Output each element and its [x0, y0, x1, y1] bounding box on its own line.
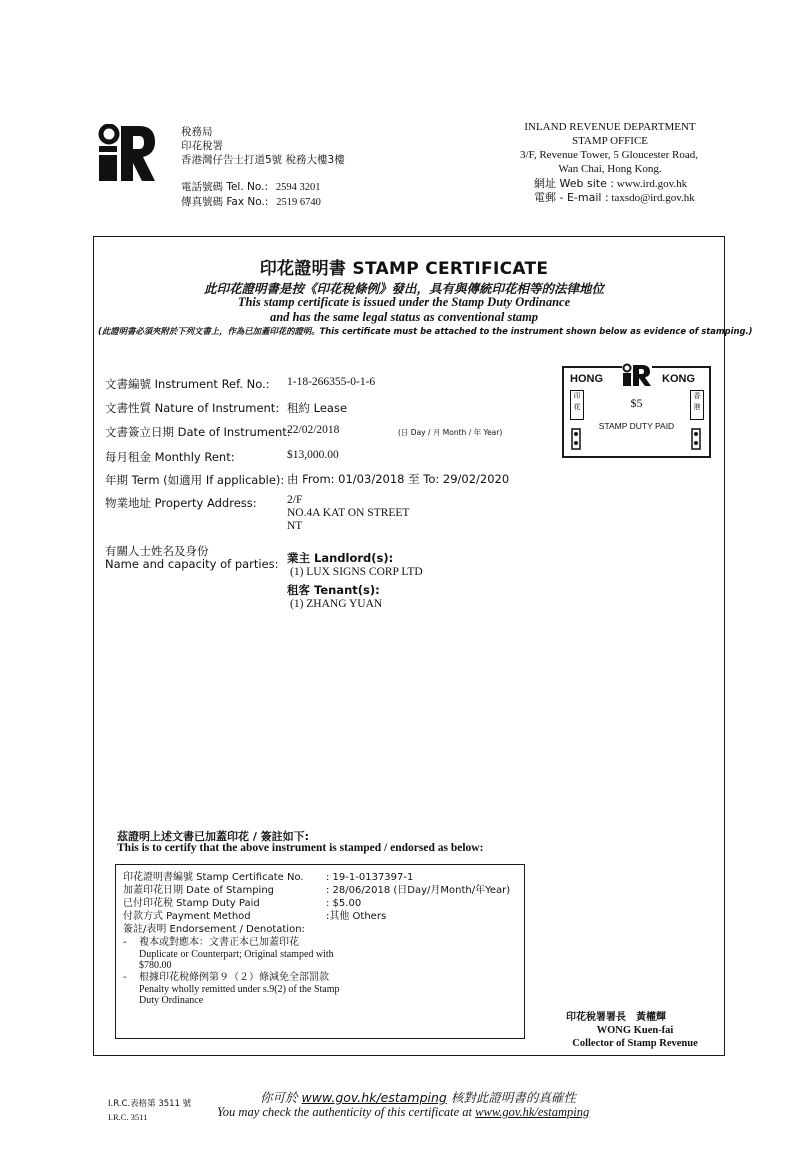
endorsement-content: 印花證明書編號 Stamp Certificate No. : 19-1-0137397-1 加蓋印花日期 Date of Stamping : 28/06/2018 (日Day/月Month/年Year) 已付印花稅 Stamp Duty Paid : $5.00 付款方式 Payment Method :其他 Others 簽註/表明 Endorsement / Denotation: - 複本或對應本：文書正本已加蓋印花 Duplicate or Counterpart; Original stamped with $780.00 - 根據印花稅條例第９（２）條減免全部罰款 Penalty wholly remitted under s.9(2) of the Stamp Duty Ordinance [123, 872, 511, 1006]
parties-label-en: Name and capacity of parties: [105, 557, 279, 571]
ref-value: 1-18-266355-0-1-6 [287, 376, 376, 388]
term-label: 年期 Term (如適用 If applicable): [105, 473, 285, 487]
stamp-date-label: 加蓋印花日期 Date of Stamping [123, 885, 275, 896]
stamp-hong: HONG [570, 373, 603, 385]
header-contact [181, 180, 321, 210]
signature-title-en: Collector of Stamp Revenue [572, 1038, 698, 1049]
stamp-date-value: : 28/06/2018 (日Day/月Month/年Year) [326, 885, 511, 896]
item1-zh: 複本或對應本：文書正本已加蓋印花 [139, 937, 299, 948]
header-left [181, 125, 345, 167]
stamp-right-ornament [691, 428, 701, 450]
item2-en-2: Duty Ordinance [139, 995, 204, 1006]
attach-note: (此證明書必須夾附於下列文書上，作為已加蓋印花的證明。This certificate must be attached to the instrument shown below as evidence of stamping.) [98, 326, 753, 336]
parties-label [105, 545, 279, 571]
ird-logo-icon [97, 124, 157, 182]
date-value: 22/02/2018 [287, 424, 340, 436]
office-en: STAMP OFFICE [571, 135, 649, 147]
fax-value: 2519 6740 [276, 197, 321, 208]
tel-label: 電話號碼 Tel. No.: [181, 181, 268, 193]
nature-label: 文書性質 Nature of Instrument: [105, 401, 280, 415]
stamp-ird-logo-icon [622, 363, 652, 387]
term-value: 由 From: 01/03/2018 至 To: 29/02/2020 [287, 472, 510, 486]
web-value: www.ird.gov.hk [616, 178, 688, 190]
stamp-amount: $5 [630, 396, 643, 410]
stamp-left-seal: 印花 [570, 390, 584, 420]
property-label: 物業地址 Property Address: [105, 496, 257, 510]
web-label: 網址 Web site : [534, 177, 615, 190]
ird-logo [97, 124, 157, 182]
check-en-link[interactable]: www.gov.hk/estamping [475, 1105, 590, 1119]
form-no-zh: I.R.C.表格第 3511 號 [108, 1099, 192, 1109]
dept-zh-2: 印花稅署 [181, 140, 223, 152]
check-zh-post: 核對此證明書的真確性 [450, 1090, 576, 1105]
addr-en-2: Wan Chai, Hong Kong. [558, 163, 662, 175]
denotation-label: 簽註/表明 Endorsement / Denotation: [123, 924, 305, 935]
payment-value: :其他 Others [326, 911, 387, 922]
item1-en-2: $780.00 [139, 960, 172, 971]
stamp-paid-label: STAMP DUTY PAID [598, 421, 675, 431]
landlord-value: (1) LUX SIGNS CORP LTD [290, 566, 423, 578]
certify-en: This is to certify that the above instrument is stamped / endorsed as below: [117, 842, 484, 854]
form-no-en: I.R.C. 3511 [108, 1112, 148, 1122]
item2-en-1: Penalty wholly remitted under s.9(2) of the Stamp [139, 984, 340, 995]
dept-en: INLAND REVENUE DEPARTMENT [524, 121, 696, 133]
address-zh: 香港灣仔告士打道5號 稅務大樓3樓 [181, 154, 345, 166]
header-web [534, 177, 695, 205]
date-format: (日 Day / 月 Month / 年 Year) [398, 428, 503, 437]
stamp-kong: KONG [662, 373, 695, 385]
duty-value: : $5.00 [326, 898, 362, 909]
property-line-3: NT [287, 520, 303, 532]
subtitle-en-1: This stamp certificate is issued under the Stamp Duty Ordinance [237, 295, 571, 309]
rent-label: 每月租金 Monthly Rent: [105, 450, 235, 464]
date-label: 文書簽立日期 Date of Instrument: [105, 425, 291, 439]
addr-en-1: 3/F, Revenue Tower, 5 Gloucester Road, [520, 149, 698, 161]
tel-value: 2594 3201 [275, 182, 321, 193]
certificate-title: 印花證明書 STAMP CERTIFICATE [259, 259, 549, 279]
header-right [500, 120, 720, 176]
check-zh-link[interactable]: www.gov.hk/estamping [301, 1090, 447, 1105]
ornament-icon [571, 428, 581, 450]
item1-en-1: Duplicate or Counterpart; Original stamped with [139, 949, 334, 960]
fax-label: 傳真號碼 Fax No.: [181, 196, 269, 208]
item2-zh: 根據印花稅條例第９（２）條減免全部罰款 [139, 972, 329, 983]
stamp-right-seal: 香港 [690, 390, 704, 420]
property-address [287, 494, 409, 533]
property-line-2: NO.4A KAT ON STREET [287, 507, 410, 519]
check-en [217, 1105, 589, 1120]
dept-zh-1: 稅務局 [181, 126, 213, 138]
signature-name-en: WONG Kuen-fai [596, 1025, 674, 1036]
check-en-pre: You may check the authenticity of this certificate at [217, 1105, 473, 1119]
nature-value: 租約 Lease [287, 401, 348, 415]
stamp-left-ornament [571, 428, 581, 450]
parties-label-zh: 有關人士姓名及身份 [105, 544, 209, 558]
subtitle-en-2: and has the same legal status as conventional stamp [269, 310, 539, 324]
email-value: taxsdo@ird.gov.hk [611, 192, 695, 204]
signature-title-zh: 印花稅署署長 黃權輝 [566, 1012, 666, 1023]
subtitle-zh: 此印花證明書是按《印花稅條例》發出，具有與傳統印花相等的法律地位 [203, 281, 604, 296]
tenant-label: 租客 Tenant(s): [287, 583, 380, 597]
stamp-duty-stamp [562, 366, 711, 458]
ref-label: 文書編號 Instrument Ref. No.: [105, 377, 270, 391]
check-zh-pre: 你可於 [260, 1090, 298, 1105]
certify-zh: 茲證明上述文書已加蓋印花 / 簽註如下: [117, 830, 310, 843]
payment-label: 付款方式 Payment Method [123, 911, 251, 922]
check-zh [260, 1088, 576, 1106]
email-label: 電郵 - E-mail : [534, 191, 609, 204]
stamp-logo [622, 363, 652, 387]
tenant-value: (1) ZHANG YUAN [290, 598, 383, 610]
cert-no-value: : 19-1-0137397-1 [326, 872, 414, 883]
landlord-label: 業主 Landlord(s): [287, 551, 394, 565]
property-line-1: 2/F [287, 494, 303, 506]
rent-value: $13,000.00 [287, 449, 339, 461]
duty-label: 已付印花稅 Stamp Duty Paid [123, 898, 260, 909]
ornament-icon [691, 428, 701, 450]
cert-no-label: 印花證明書編號 Stamp Certificate No. [123, 872, 304, 883]
